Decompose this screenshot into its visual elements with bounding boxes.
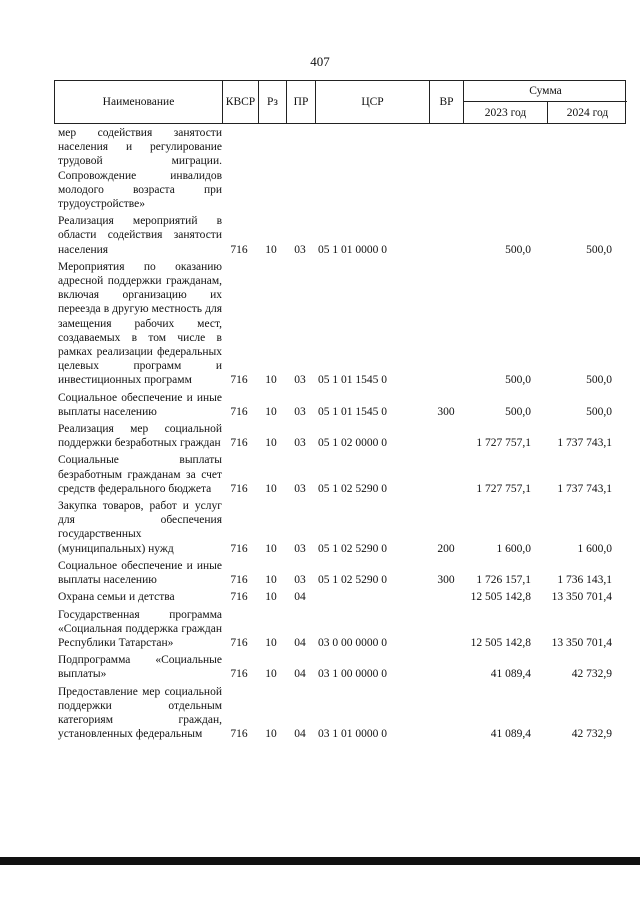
row-sum-2023: 12 505 142,8 xyxy=(470,591,531,604)
row-kvsr: 716 xyxy=(230,437,248,450)
row-name: Мероприятия по оказанию адресной поддержки гражданам, включая организацию их переезда в другую местность для замещения рабочих мест, создаваемых в том числе в рамках реализации федеральных целевых программ и инвестиционных программ xyxy=(58,260,222,387)
row-sum-2024: 42 732,9 xyxy=(571,728,612,741)
table-body xyxy=(54,126,626,744)
row-kvsr: 716 xyxy=(230,374,248,387)
row-name: Реализация мероприятий в области содействия занятости населения xyxy=(58,215,222,256)
table-row xyxy=(54,391,626,419)
row-sum-2024: 1 736 143,1 xyxy=(557,574,612,587)
table-row xyxy=(54,559,626,587)
row-pr: 03 xyxy=(294,405,306,418)
row-sum-2023: 1 727 757,1 xyxy=(476,482,531,495)
row-name: Охрана семьи и детства xyxy=(58,591,175,604)
row-rz: 10 xyxy=(265,636,277,649)
row-name: Закупка товаров, работ и услуг для обеспечения государственных (муниципальных) нужд xyxy=(58,500,222,555)
row-sum-2023: 1 726 157,1 xyxy=(476,574,531,587)
row-kvsr: 716 xyxy=(230,591,248,604)
row-kvsr: 716 xyxy=(230,482,248,495)
row-rz: 10 xyxy=(265,574,277,587)
row-rz: 10 xyxy=(265,243,277,256)
header-year-2023: 2023 год xyxy=(463,102,547,123)
row-sum-2024: 1 600,0 xyxy=(577,542,612,555)
row-csr: 05 1 02 5290 0 xyxy=(318,482,387,495)
table-row xyxy=(54,453,626,496)
table-row xyxy=(54,685,626,742)
row-kvsr: 716 xyxy=(230,668,248,681)
row-sum-2023: 1 600,0 xyxy=(496,542,531,555)
row-sum-2023: 12 505 142,8 xyxy=(470,636,531,649)
row-pr: 03 xyxy=(294,482,306,495)
table-row xyxy=(54,422,626,450)
table-row xyxy=(54,590,626,604)
row-kvsr: 716 xyxy=(230,243,248,256)
row-kvsr: 716 xyxy=(230,405,248,418)
row-csr: 03 0 00 0000 0 xyxy=(318,636,387,649)
row-sum-2024: 1 737 743,1 xyxy=(557,482,612,495)
row-pr: 04 xyxy=(294,668,306,681)
row-csr: 03 1 01 0000 0 xyxy=(318,728,387,741)
row-pr: 04 xyxy=(294,728,306,741)
row-kvsr: 716 xyxy=(230,728,248,741)
table-row xyxy=(54,499,626,556)
row-pr: 03 xyxy=(294,243,306,256)
row-csr: 05 1 02 0000 0 xyxy=(318,437,387,450)
row-pr: 04 xyxy=(294,591,306,604)
row-sum-2024: 42 732,9 xyxy=(571,668,612,681)
header-rz: Рз xyxy=(258,81,286,123)
row-rz: 10 xyxy=(265,728,277,741)
row-name: Социальное обеспечение и иные выплаты населению xyxy=(58,559,222,587)
row-name: Подпрограмма «Социальные выплаты» xyxy=(58,654,222,681)
table-header xyxy=(54,80,626,124)
header-name: Наименование xyxy=(102,96,175,108)
row-pr: 04 xyxy=(294,636,306,649)
row-name: Реализация мер социальной поддержки безработных граждан xyxy=(58,423,222,450)
row-csr: 05 1 01 1545 0 xyxy=(318,405,387,418)
row-csr: 05 1 01 0000 0 xyxy=(318,243,387,256)
row-vr: 300 xyxy=(437,574,455,587)
table-row xyxy=(54,653,626,681)
row-rz: 10 xyxy=(265,542,277,555)
row-name: Предоставление мер социальной поддержки отдельным категориям граждан, установленных федеральным xyxy=(58,685,222,741)
row-rz: 10 xyxy=(265,591,277,604)
row-name: Государственная программа «Социальная поддержка граждан Республики Татарстан» xyxy=(58,608,222,649)
row-pr: 03 xyxy=(294,542,306,555)
row-kvsr: 716 xyxy=(230,574,248,587)
row-sum-2024: 13 350 701,4 xyxy=(551,591,612,604)
row-sum-2024: 500,0 xyxy=(586,374,612,387)
row-rz: 10 xyxy=(265,437,277,450)
row-kvsr: 716 xyxy=(230,636,248,649)
row-name: Социальные выплаты безработным гражданам за счет средств федерального бюджета xyxy=(58,454,222,495)
row-name: мер содействия занятости населения и регулирование трудовой миграции. Сопровождение инвалидов молодого возраста при трудоустройстве» xyxy=(58,127,222,211)
row-sum-2023: 41 089,4 xyxy=(490,728,531,741)
row-sum-2023: 500,0 xyxy=(505,243,531,256)
row-rz: 10 xyxy=(265,668,277,681)
scan-bottom-edge xyxy=(0,857,640,865)
row-pr: 03 xyxy=(294,574,306,587)
table-row xyxy=(54,214,626,257)
row-vr: 200 xyxy=(437,542,455,555)
row-sum-2023: 41 089,4 xyxy=(490,668,531,681)
row-sum-2023: 500,0 xyxy=(505,405,531,418)
table-row xyxy=(54,608,626,651)
table-row xyxy=(54,260,626,388)
header-vr: ВР xyxy=(429,81,463,123)
row-csr: 05 1 01 1545 0 xyxy=(318,374,387,387)
row-csr: 05 1 02 5290 0 xyxy=(318,542,387,555)
header-pr: ПР xyxy=(286,81,315,123)
row-csr: 03 1 00 0000 0 xyxy=(318,668,387,681)
row-sum-2024: 13 350 701,4 xyxy=(551,636,612,649)
row-rz: 10 xyxy=(265,482,277,495)
row-kvsr: 716 xyxy=(230,542,248,555)
row-sum-2024: 500,0 xyxy=(586,405,612,418)
row-vr: 300 xyxy=(437,405,455,418)
row-name: Социальное обеспечение и иные выплаты населению xyxy=(58,391,222,418)
row-sum-2023: 1 727 757,1 xyxy=(476,437,531,450)
row-pr: 03 xyxy=(294,437,306,450)
row-pr: 03 xyxy=(294,374,306,387)
header-year-2024: 2024 год xyxy=(547,102,627,123)
header-kvsr: КВСР xyxy=(222,81,258,123)
row-rz: 10 xyxy=(265,374,277,387)
table-row xyxy=(54,126,626,211)
row-sum-2024: 1 737 743,1 xyxy=(557,437,612,450)
header-sum: Сумма xyxy=(463,81,627,102)
header-csr: ЦСР xyxy=(315,81,429,123)
row-rz: 10 xyxy=(265,405,277,418)
row-sum-2024: 500,0 xyxy=(586,243,612,256)
row-sum-2023: 500,0 xyxy=(505,374,531,387)
row-csr: 05 1 02 5290 0 xyxy=(318,574,387,587)
page-number: 407 xyxy=(310,54,330,69)
